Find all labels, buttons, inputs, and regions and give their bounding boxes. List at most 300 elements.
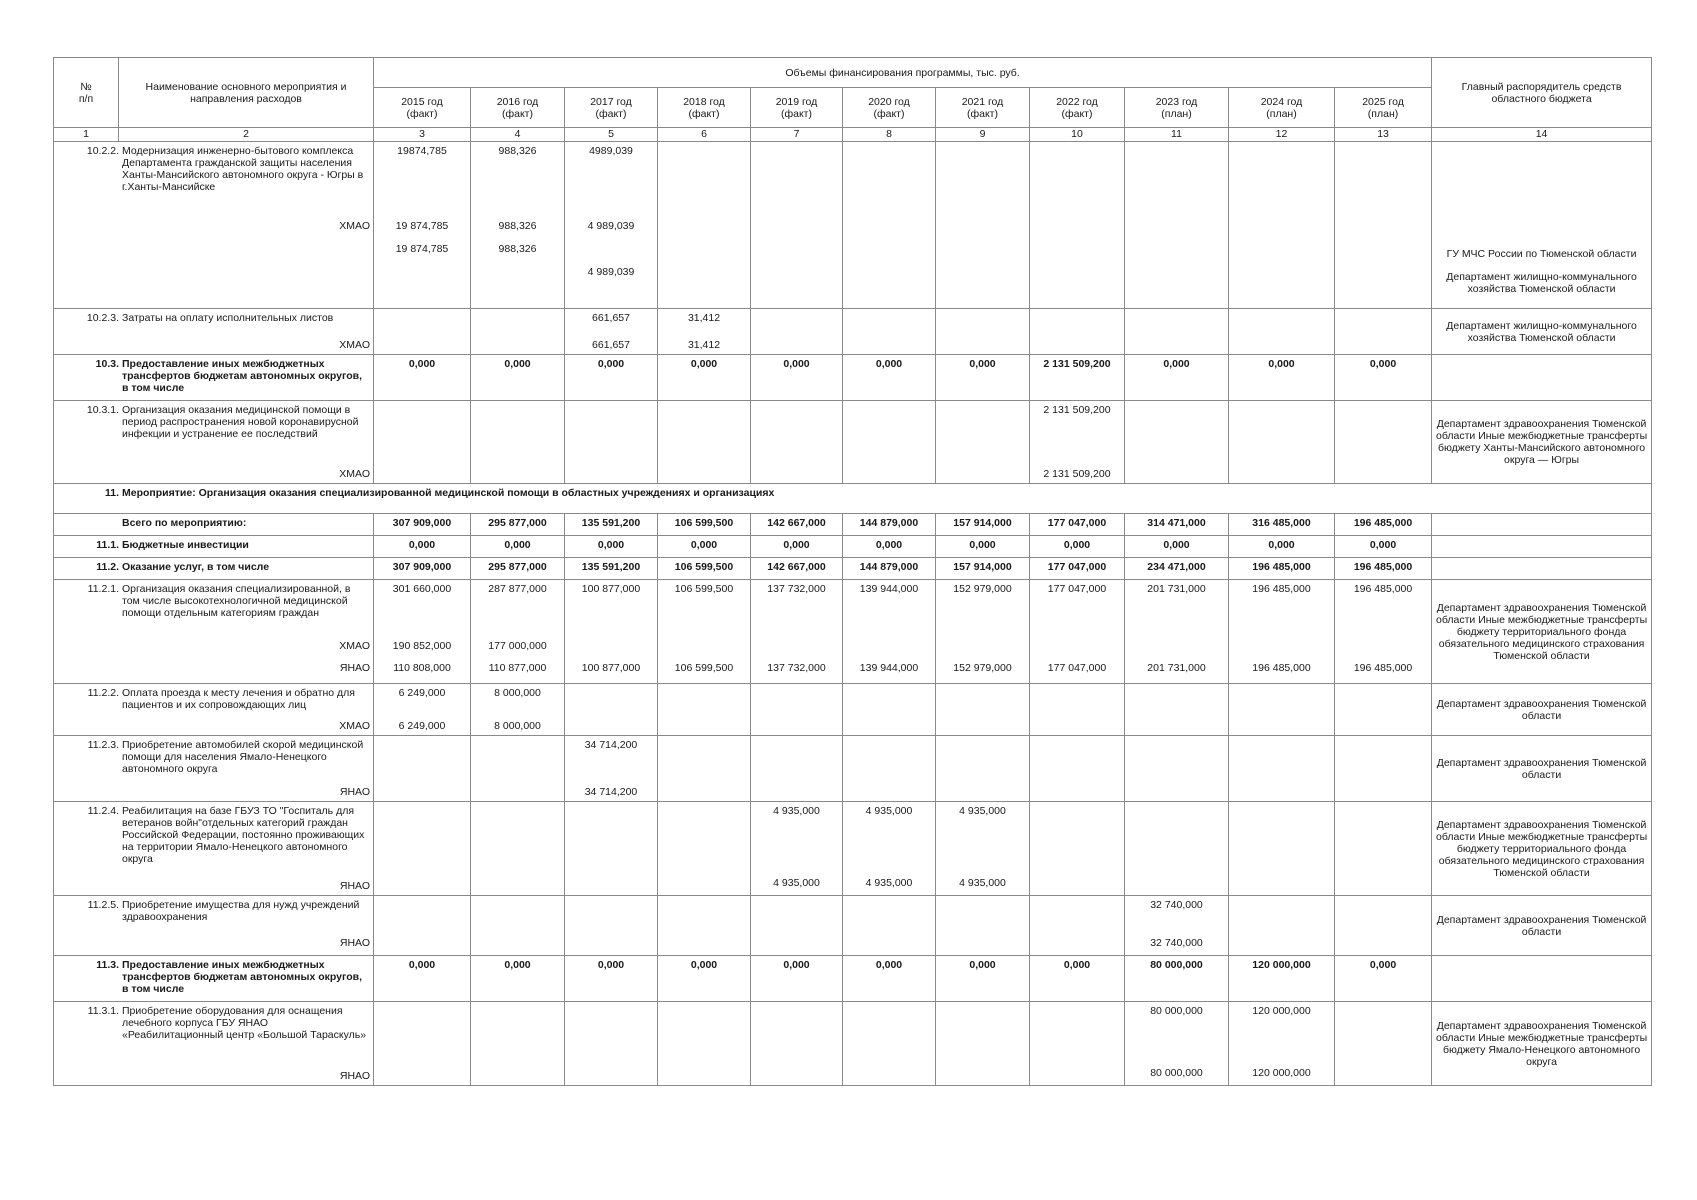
value-cell bbox=[1030, 802, 1125, 896]
item-index: 10.2.3. bbox=[86, 312, 119, 324]
value-cell bbox=[843, 580, 936, 684]
year-header bbox=[1335, 88, 1432, 128]
value-cell bbox=[1030, 580, 1125, 684]
year-type: (план) bbox=[1367, 107, 1399, 120]
value-cell: 144 879,000 bbox=[843, 558, 936, 580]
distributor-cell: Департамент здравоохранения Тюменской области Иные межбюджетные трансферты бюджету территориального фонда обязательного медицинского страхования Тюменской области bbox=[1432, 802, 1652, 896]
value: 106 599,500 bbox=[674, 662, 734, 674]
value-cell: 0,000 bbox=[1229, 536, 1335, 558]
value-cell: 0,000 bbox=[1030, 956, 1125, 1002]
value: 196 485,000 bbox=[1353, 662, 1413, 674]
value-cell bbox=[1229, 802, 1335, 896]
value-cell bbox=[1335, 580, 1432, 684]
value-cell bbox=[843, 684, 936, 736]
value-cell: 106 599,500 bbox=[658, 514, 751, 536]
value-cell bbox=[471, 684, 565, 736]
value-cell: 307 909,000 bbox=[374, 514, 471, 536]
value-cell bbox=[471, 736, 565, 802]
distributor-cell: Департамент здравоохранения Тюменской области Иные межбюджетные трансферты бюджету Ханты-Мансийского автономного округа — Югры bbox=[1432, 401, 1652, 484]
value-cell bbox=[1125, 802, 1229, 896]
value-cell: 157 914,000 bbox=[936, 514, 1030, 536]
item-name: Модернизация инженерно-бытового комплекса Департамента гражданской защиты населения Ханты-Мансийского автономного округа - Югры в г.Ханты-Мансийске bbox=[122, 145, 364, 193]
item-cell bbox=[54, 736, 374, 802]
item-name: Затраты на оплату исполнительных листов bbox=[122, 312, 334, 324]
distributor-cell bbox=[1432, 558, 1652, 580]
value-cell bbox=[936, 802, 1030, 896]
value-cell: 0,000 bbox=[565, 956, 658, 1002]
item-cell bbox=[54, 514, 374, 536]
value-cell: 314 471,000 bbox=[1125, 514, 1229, 536]
value-cell: 0,000 bbox=[1335, 956, 1432, 1002]
value-cell bbox=[565, 142, 658, 309]
value-cell bbox=[1229, 684, 1335, 736]
region-label: ЯНАО bbox=[339, 662, 370, 674]
year-label: 2019 год bbox=[775, 95, 818, 108]
value-cell bbox=[565, 309, 658, 355]
value: 32 740,000 bbox=[1150, 937, 1203, 949]
value-cell: 135 591,200 bbox=[565, 558, 658, 580]
value: 287 877,000 bbox=[488, 583, 547, 595]
value: 4 989,039 bbox=[587, 266, 635, 278]
value: 152 979,000 bbox=[953, 583, 1012, 595]
value-cell: 177 047,000 bbox=[1030, 558, 1125, 580]
funding-table bbox=[53, 57, 1652, 1086]
table-row bbox=[54, 684, 1652, 736]
value: 8 000,000 bbox=[494, 687, 541, 699]
item-name: Организация оказания медицинской помощи в период распространения новой коронавирусной инфекции и устранение ее последствий bbox=[122, 404, 359, 440]
item-cell bbox=[54, 1002, 374, 1086]
value-cell bbox=[374, 684, 471, 736]
col-num: 13 bbox=[1335, 128, 1432, 142]
item-index: 10.3.1. bbox=[86, 404, 119, 416]
item-index: 11.2.4. bbox=[87, 805, 119, 817]
value: 2 131 509,200 bbox=[1043, 468, 1111, 480]
value-cell bbox=[658, 896, 751, 956]
value-cell bbox=[471, 802, 565, 896]
value-cell: 0,000 bbox=[565, 355, 658, 401]
item-name: Предоставление иных межбюджетных трансфертов бюджетам автономных округов, в том числе bbox=[122, 358, 363, 394]
value-cell bbox=[374, 896, 471, 956]
table-row bbox=[54, 802, 1652, 896]
value-cell bbox=[658, 580, 751, 684]
value-cell bbox=[1335, 802, 1432, 896]
year-header bbox=[658, 88, 751, 128]
table-row bbox=[54, 558, 1652, 580]
year-label: 2025 год bbox=[1362, 95, 1404, 108]
table-row bbox=[54, 1002, 1652, 1086]
table-row bbox=[54, 580, 1652, 684]
value-cell bbox=[565, 802, 658, 896]
region-label: ЯНАО bbox=[339, 880, 370, 892]
header-no: № п/п bbox=[54, 58, 119, 128]
value-cell: 0,000 bbox=[751, 536, 843, 558]
value-cell bbox=[471, 1002, 565, 1086]
value: 4 935,000 bbox=[773, 877, 820, 889]
table-row bbox=[54, 736, 1652, 802]
value-cell bbox=[1125, 684, 1229, 736]
year-type: (факт) bbox=[873, 107, 905, 120]
value-cell bbox=[471, 401, 565, 484]
value-cell: 2 131 509,200 bbox=[1030, 355, 1125, 401]
item-cell bbox=[54, 309, 374, 355]
value-cell bbox=[843, 309, 936, 355]
value-cell: 0,000 bbox=[843, 956, 936, 1002]
distributor-cell bbox=[1432, 514, 1652, 536]
value-cell bbox=[936, 401, 1030, 484]
value-cell bbox=[565, 580, 658, 684]
value: 301 660,000 bbox=[392, 583, 452, 595]
value: 80 000,000 bbox=[1150, 1067, 1203, 1079]
value: 988,326 bbox=[498, 243, 537, 255]
item-name: Бюджетные инвестиции bbox=[122, 539, 249, 551]
distributor-cell: Департамент здравоохранения Тюменской области bbox=[1432, 684, 1652, 736]
value-cell bbox=[843, 1002, 936, 1086]
value-cell bbox=[1030, 401, 1125, 484]
value-cell: 0,000 bbox=[751, 355, 843, 401]
value-cell bbox=[1229, 142, 1335, 309]
value: 19 874,785 bbox=[395, 243, 449, 255]
value-cell bbox=[843, 401, 936, 484]
value-cell bbox=[471, 142, 565, 309]
value-cell: 0,000 bbox=[471, 956, 565, 1002]
distributor-cell bbox=[1432, 536, 1652, 558]
value-cell bbox=[658, 1002, 751, 1086]
year-type: (факт) bbox=[688, 107, 720, 120]
value-cell bbox=[471, 896, 565, 956]
col-num: 14 bbox=[1432, 128, 1652, 142]
budget-table-sheet bbox=[53, 57, 1652, 1086]
distributor-cell: Департамент здравоохранения Тюменской области bbox=[1432, 896, 1652, 956]
col-num: 3 bbox=[374, 128, 471, 142]
value-cell bbox=[374, 309, 471, 355]
value-cell bbox=[374, 802, 471, 896]
item-index: 10.2.2. bbox=[86, 145, 119, 157]
year-type: (факт) bbox=[502, 107, 533, 120]
item-index: 11. bbox=[104, 487, 119, 499]
value-cell bbox=[374, 401, 471, 484]
value-cell: 234 471,000 bbox=[1125, 558, 1229, 580]
value: 31,412 bbox=[687, 312, 721, 324]
value-cell: 0,000 bbox=[658, 956, 751, 1002]
year-label: 2023 год bbox=[1155, 95, 1198, 108]
value: 4 935,000 bbox=[865, 877, 913, 889]
value-cell: 142 667,000 bbox=[751, 558, 843, 580]
value: 4 935,000 bbox=[773, 805, 820, 817]
item-name: Всего по мероприятию: bbox=[122, 517, 247, 529]
item-name: Реабилитация на базе ГБУЗ ТО "Госпиталь для ветеранов войн"отдельных категорий граждан Российской Федерации, постоянно проживающих на территории Ямало-Ненецкого автономного округа bbox=[122, 805, 365, 865]
value-cell bbox=[1125, 580, 1229, 684]
value: 120 000,000 bbox=[1252, 1067, 1311, 1079]
table-row bbox=[54, 896, 1652, 956]
value-cell bbox=[1229, 309, 1335, 355]
value: 139 944,000 bbox=[859, 662, 919, 674]
value-cell bbox=[1125, 142, 1229, 309]
value: 4 935,000 bbox=[865, 805, 913, 817]
table-row bbox=[54, 484, 1652, 514]
value-cell: 142 667,000 bbox=[751, 514, 843, 536]
value: 988,326 bbox=[498, 220, 537, 232]
value-cell: 157 914,000 bbox=[936, 558, 1030, 580]
value-cell: 0,000 bbox=[843, 536, 936, 558]
value-cell: 196 485,000 bbox=[1335, 514, 1432, 536]
year-type: (факт) bbox=[1061, 107, 1093, 120]
value-cell bbox=[1030, 309, 1125, 355]
value-cell bbox=[471, 309, 565, 355]
value-cell: 106 599,500 bbox=[658, 558, 751, 580]
year-label: 2024 год bbox=[1260, 95, 1303, 108]
year-type: (факт) bbox=[595, 107, 627, 120]
value-cell bbox=[1030, 142, 1125, 309]
col-num: 7 bbox=[751, 128, 843, 142]
item-index: 11.2.3. bbox=[87, 739, 119, 751]
year-label: 2015 год bbox=[401, 95, 443, 108]
item-name: Оказание услуг, в том числе bbox=[122, 561, 270, 573]
value-cell: 0,000 bbox=[374, 536, 471, 558]
col-num: 6 bbox=[658, 128, 751, 142]
value-cell bbox=[751, 142, 843, 309]
value-cell bbox=[1125, 401, 1229, 484]
year-header bbox=[751, 88, 843, 128]
value-cell: 196 485,000 bbox=[1229, 558, 1335, 580]
year-header bbox=[1229, 88, 1335, 128]
distributor-cell bbox=[1432, 956, 1652, 1002]
value: 34 714,200 bbox=[584, 786, 638, 798]
item-index: 11.3. bbox=[96, 959, 119, 971]
table-row bbox=[54, 309, 1652, 355]
value: 120 000,000 bbox=[1252, 1005, 1311, 1017]
distributor-cell: Департамент жилищно-коммунального хозяйства Тюменской области bbox=[1432, 309, 1652, 355]
value-cell bbox=[1335, 896, 1432, 956]
col-num: 1 bbox=[54, 128, 119, 142]
value-cell bbox=[1229, 580, 1335, 684]
value-cell bbox=[751, 896, 843, 956]
item-name: Предоставление иных межбюджетных трансфертов бюджетам автономных округов, в том числе bbox=[122, 959, 363, 995]
value-cell: 0,000 bbox=[1335, 355, 1432, 401]
year-header bbox=[374, 88, 471, 128]
value-cell bbox=[374, 1002, 471, 1086]
value: 190 852,000 bbox=[392, 640, 452, 652]
item-name: Приобретение оборудования для оснащения лечебного корпуса ГБУ ЯНАО «Реабилитационный центр «Большой Тараскуль» bbox=[122, 1005, 367, 1041]
item-index: 11.2.1. bbox=[87, 583, 119, 595]
value-cell bbox=[936, 142, 1030, 309]
year-header bbox=[471, 88, 565, 128]
value: 201 731,000 bbox=[1147, 662, 1206, 674]
item-index: 10.3. bbox=[95, 358, 119, 370]
value-cell bbox=[374, 142, 471, 309]
value-cell bbox=[471, 580, 565, 684]
value-cell bbox=[1335, 309, 1432, 355]
value-cell bbox=[843, 896, 936, 956]
value: 4 935,000 bbox=[959, 805, 1006, 817]
value-cell: 144 879,000 bbox=[843, 514, 936, 536]
col-num: 4 bbox=[471, 128, 565, 142]
item-cell bbox=[54, 684, 374, 736]
value: 8 000,000 bbox=[494, 720, 541, 732]
value-cell bbox=[1335, 1002, 1432, 1086]
year-header bbox=[1125, 88, 1229, 128]
value-cell bbox=[936, 309, 1030, 355]
item-name: Приобретение имущества для нужд учреждений здравоохранения bbox=[122, 899, 360, 923]
item-cell bbox=[54, 580, 374, 684]
value-cell bbox=[565, 1002, 658, 1086]
value: 177 047,000 bbox=[1047, 662, 1107, 674]
value-cell bbox=[658, 736, 751, 802]
value-cell bbox=[1229, 1002, 1335, 1086]
value-cell bbox=[751, 401, 843, 484]
value: 152 979,000 bbox=[953, 662, 1012, 674]
value-cell: 0,000 bbox=[374, 956, 471, 1002]
value: 6 249,000 bbox=[398, 687, 446, 699]
value: 106 599,500 bbox=[674, 583, 734, 595]
value-cell: 307 909,000 bbox=[374, 558, 471, 580]
value: 100 877,000 bbox=[581, 583, 641, 595]
value-cell bbox=[936, 580, 1030, 684]
value: 80 000,000 bbox=[1150, 1005, 1203, 1017]
year-label: 2016 год bbox=[496, 95, 539, 108]
value: 19874,785 bbox=[397, 145, 447, 157]
value-cell bbox=[751, 309, 843, 355]
year-label: 2020 год bbox=[868, 95, 910, 108]
value-cell: 0,000 bbox=[658, 355, 751, 401]
item-cell bbox=[54, 956, 374, 1002]
col-num: 12 bbox=[1229, 128, 1335, 142]
item-cell bbox=[54, 355, 374, 401]
value-cell: 0,000 bbox=[1125, 355, 1229, 401]
value: 110 808,000 bbox=[393, 662, 451, 674]
value: 137 732,000 bbox=[767, 583, 826, 595]
value-cell bbox=[374, 736, 471, 802]
value: 100 877,000 bbox=[581, 662, 641, 674]
distributor-cell bbox=[1432, 142, 1652, 309]
value: 201 731,000 bbox=[1147, 583, 1206, 595]
value: 4989,039 bbox=[589, 145, 633, 157]
value-cell: 295 877,000 bbox=[471, 514, 565, 536]
region-label: ХМАО bbox=[339, 720, 370, 732]
year-header bbox=[843, 88, 936, 128]
table-row bbox=[54, 956, 1652, 1002]
value-cell: 316 485,000 bbox=[1229, 514, 1335, 536]
value-cell: 0,000 bbox=[1229, 355, 1335, 401]
year-type: (факт) bbox=[406, 107, 438, 120]
table-row bbox=[54, 355, 1652, 401]
distributor-cell: Департамент здравоохранения Тюменской области bbox=[1432, 736, 1652, 802]
value-cell: 80 000,000 bbox=[1125, 956, 1229, 1002]
item-cell bbox=[54, 536, 374, 558]
value-cell bbox=[1335, 736, 1432, 802]
value-cell bbox=[936, 736, 1030, 802]
value: 4 989,039 bbox=[587, 220, 635, 232]
value-cell bbox=[751, 802, 843, 896]
value: 137 732,000 bbox=[767, 662, 826, 674]
value-cell: 0,000 bbox=[374, 355, 471, 401]
value-cell: 196 485,000 bbox=[1335, 558, 1432, 580]
value-cell bbox=[658, 401, 751, 484]
value-cell bbox=[751, 684, 843, 736]
value-cell: 0,000 bbox=[658, 536, 751, 558]
value-cell bbox=[658, 142, 751, 309]
value: 139 944,000 bbox=[859, 583, 919, 595]
header-funding: Объемы финансирования программы, тыс. руб. bbox=[374, 58, 1432, 88]
value-cell bbox=[658, 684, 751, 736]
value-cell bbox=[936, 684, 1030, 736]
value-cell: 0,000 bbox=[1125, 536, 1229, 558]
year-type: (факт) bbox=[967, 107, 998, 120]
value-cell bbox=[1030, 684, 1125, 736]
value-cell: 0,000 bbox=[936, 536, 1030, 558]
value-cell bbox=[1229, 401, 1335, 484]
value-cell: 0,000 bbox=[471, 536, 565, 558]
value: 177 000,000 bbox=[488, 640, 547, 652]
value: 661,657 bbox=[592, 312, 630, 324]
item-index: 11.2.5. bbox=[87, 899, 119, 911]
year-type: (план) bbox=[1161, 107, 1192, 120]
region-label: ХМАО bbox=[339, 220, 370, 232]
distributor-text: Департамент жилищно-коммунального хозяйства Тюменской области bbox=[1446, 271, 1637, 295]
table-row bbox=[54, 401, 1652, 484]
region-label: ХМАО bbox=[339, 339, 370, 351]
col-num: 10 bbox=[1030, 128, 1125, 142]
value-cell: 0,000 bbox=[471, 355, 565, 401]
item-index: 11.1. bbox=[96, 539, 119, 551]
value: 196 485,000 bbox=[1353, 583, 1413, 595]
distributor-cell bbox=[1432, 355, 1652, 401]
item-cell bbox=[54, 896, 374, 956]
item-name: Организация оказания специализированной, в том числе высокотехнологичной медицинской помощи отдельным категориям граждан bbox=[122, 583, 351, 619]
table-row bbox=[54, 536, 1652, 558]
value: 31,412 bbox=[687, 339, 721, 351]
value-cell bbox=[565, 736, 658, 802]
value: 2 131 509,200 bbox=[1043, 404, 1111, 416]
item-index: 11.3.1. bbox=[87, 1005, 119, 1017]
year-header bbox=[565, 88, 658, 128]
item-cell bbox=[54, 401, 374, 484]
item-index: 11.2.2. bbox=[87, 687, 119, 699]
region-label: ХМАО bbox=[339, 640, 370, 652]
section-title: Мероприятие: Организация оказания специализированной медицинской помощи в областных учреждениях и организациях bbox=[122, 487, 775, 499]
year-label: 2022 год bbox=[1056, 95, 1098, 108]
year-type: (факт) bbox=[781, 107, 812, 120]
table-row bbox=[54, 514, 1652, 536]
item-name: Приобретение автомобилей скорой медицинской помощи для населения Ямало-Ненецкого автономного округа bbox=[122, 739, 364, 775]
value-cell bbox=[1125, 896, 1229, 956]
value-cell bbox=[843, 802, 936, 896]
value: 19 874,785 bbox=[395, 220, 449, 232]
value-cell: 0,000 bbox=[751, 956, 843, 1002]
value-cell: 0,000 bbox=[936, 956, 1030, 1002]
value-cell: 0,000 bbox=[936, 355, 1030, 401]
value: 4 935,000 bbox=[959, 877, 1006, 889]
value-cell bbox=[751, 580, 843, 684]
item-name: Оплата проезда к месту лечения и обратно для пациентов и их сопровождающих лиц bbox=[122, 687, 355, 711]
value-cell: 0,000 bbox=[1030, 536, 1125, 558]
value-cell bbox=[1125, 1002, 1229, 1086]
value-cell: 120 000,000 bbox=[1229, 956, 1335, 1002]
value-cell: 295 877,000 bbox=[471, 558, 565, 580]
col-num: 5 bbox=[565, 128, 658, 142]
year-header bbox=[1030, 88, 1125, 128]
year-type: (план) bbox=[1266, 107, 1297, 120]
value-cell bbox=[751, 736, 843, 802]
value-cell: 0,000 bbox=[1335, 536, 1432, 558]
value: 196 485,000 bbox=[1252, 583, 1311, 595]
header-distributor: Главный распорядитель средств областного бюджета bbox=[1432, 58, 1652, 128]
value-cell bbox=[658, 309, 751, 355]
region-label: ЯНАО bbox=[339, 1070, 370, 1082]
value-cell: 177 047,000 bbox=[1030, 514, 1125, 536]
value-cell bbox=[1030, 736, 1125, 802]
value-cell: 0,000 bbox=[565, 536, 658, 558]
region-label: ЯНАО bbox=[339, 786, 370, 798]
